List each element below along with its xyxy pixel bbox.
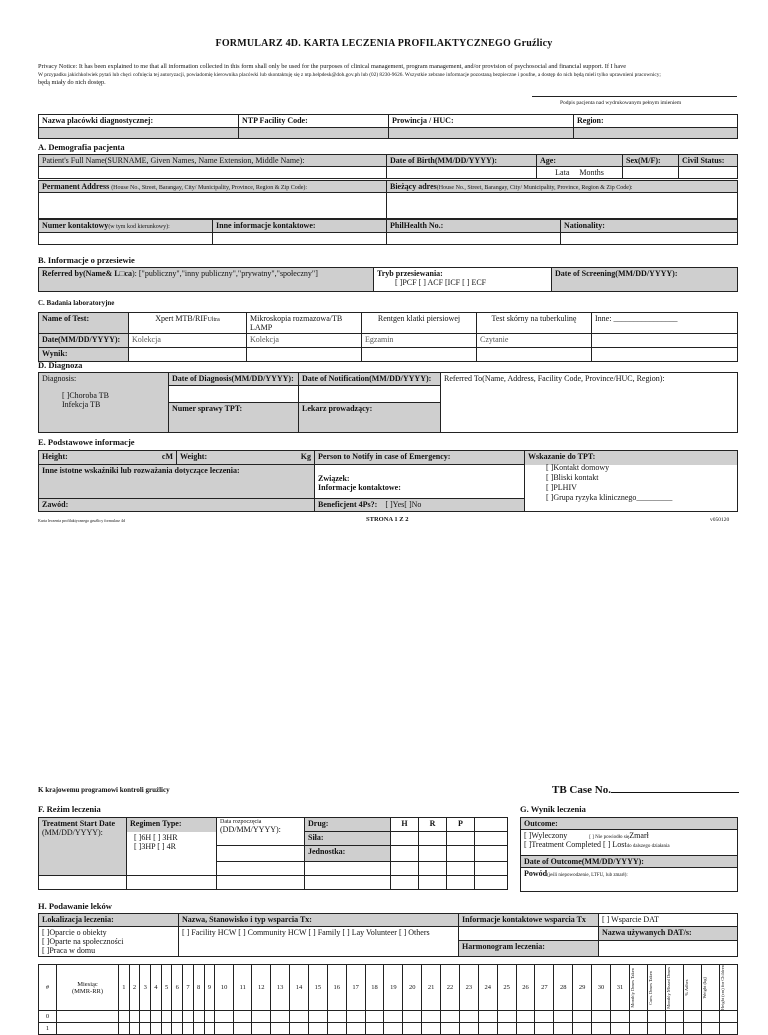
diagnosis-option-disease[interactable]: [ ]Choroba TB [62,391,109,400]
dose-cell[interactable] [610,1011,629,1023]
day-header-18: 18 [365,965,384,1011]
summary-header [684,965,702,1011]
microscopy-test[interactable]: Mikroskopia rozmazowa/TB LAMP [247,313,362,334]
day-header-4: 4 [151,965,162,1011]
start-date-field[interactable]: Data rozpoczęcia (DD/MM/YYYY): [217,818,305,846]
diagnosis-option-infection[interactable]: Infekcja TB [62,400,101,409]
regimen-type-label: Regimen Type: [127,818,217,832]
treatment-start-field[interactable]: Treatment Start Date (MM/DD/YYYY): [39,818,127,876]
privacy-line-1: Privacy Notice: It has been explained to me that all information collected in this form shall only be used for the purposes of clinical management, program management, and/or provision of psychosocial and financial support. If I have [38,63,627,70]
section-a-title: A. Demografia pacjenta [38,142,125,152]
screening-mode-field[interactable]: Tryb przesiewania: [ ]PCF [ ] ACF [ICF [ ] ECF [374,268,552,292]
philhealth-field[interactable]: PhilHealth No.: [387,220,561,233]
dose-cell[interactable] [497,1011,516,1023]
day-header-26: 26 [516,965,535,1011]
permanent-address-field[interactable]: Permanent Address (House No., Street, Barangay, City/ Municipality, Province, Region & Zip Code): [39,181,387,193]
summary-header-label: Height (cm) for Children [720,965,725,1011]
outcome-completed[interactable]: [ ]Treatment Completed [ ] Lost [524,840,627,849]
tb-case-number[interactable]: TB Case No. [552,784,739,796]
dose-cell[interactable] [459,1023,478,1035]
dose-cell[interactable] [365,1011,384,1023]
summary-cell[interactable] [648,1011,666,1023]
summary-header-label: Monthly Doses Taken [630,967,635,1008]
demographics-table [38,154,738,179]
province-field[interactable]: Prowincja / HUC: [389,115,574,128]
dose-cell[interactable] [459,1011,478,1023]
summary-cell[interactable] [666,1011,684,1023]
diagnosis-table [38,372,738,433]
dose-cell[interactable] [308,1023,327,1035]
summary-cell[interactable] [684,1023,702,1035]
dose-cell[interactable] [422,1011,441,1023]
national-program-label: K krajowemu programowi kontroli gruźlicy [38,786,170,794]
administration-table [38,913,738,957]
strength-label: Siła: [305,832,391,846]
outcome-label: Outcome: [521,818,738,830]
dose-cell[interactable] [183,1011,194,1023]
dose-cell[interactable] [478,1023,497,1035]
summary-header [702,965,720,1011]
day-header-20: 20 [403,965,422,1011]
outcome-date-field[interactable]: Date of Outcome(MM/DD/YYYY): [521,856,738,868]
facility-name-field[interactable]: Nazwa placówki diagnostycznej: [39,115,239,128]
xpert-test[interactable]: Xpert MTB/RIFUltra [129,313,247,334]
dose-cell[interactable] [573,1023,592,1035]
day-header-5: 5 [161,965,172,1011]
tpt-indication-options [525,462,738,512]
dose-cell[interactable] [573,1011,592,1023]
dose-cell[interactable] [346,1011,365,1023]
dose-cell[interactable] [119,1023,130,1035]
diagnosis-field[interactable]: Diagnosis: [ ]Choroba TB Infekcja TB [39,373,169,433]
day-header-12: 12 [252,965,271,1011]
summary-header-label: Cum. Doses Taken [648,970,653,1005]
other-test-field[interactable]: Inne: ________________ [592,313,738,334]
summary-header [630,965,648,1011]
summary-cell[interactable] [702,1023,720,1035]
dose-cell[interactable] [516,1011,535,1023]
dose-cell[interactable] [161,1011,172,1023]
unit-label: Jednostka: [305,846,391,862]
day-header-16: 16 [327,965,346,1011]
footer-page-number: STRONA 1 Z 2 [366,516,409,523]
regimen-options[interactable]: [ ]6H [ ] 3HR [ ]3HP [ ] 4R [127,832,217,876]
dose-cell[interactable] [271,1023,290,1035]
drug-r: R [419,818,447,832]
dose-cell[interactable] [610,1023,629,1035]
day-header-28: 28 [554,965,573,1011]
day-header-3: 3 [140,965,151,1011]
day-header-21: 21 [422,965,441,1011]
treatment-schedule-field[interactable]: Harmonogram leczenia: [459,941,599,957]
month-cell[interactable] [57,1023,119,1035]
facility-table [38,114,738,139]
row-number-header: # [39,965,57,1011]
day-header-2: 2 [129,965,140,1011]
day-header-8: 8 [193,965,204,1011]
other-result[interactable] [592,348,738,362]
dat-name-field[interactable]: Nazwa używanych DAT/s: [599,927,738,941]
row-number: 0 [39,1011,57,1023]
dose-cell[interactable] [252,1011,271,1023]
summary-cell[interactable] [702,1011,720,1023]
month-header: Miesiąc (MMR-RR) [57,965,119,1011]
dose-cell[interactable] [215,1011,234,1023]
day-header-25: 25 [497,965,516,1011]
dose-cell[interactable] [478,1011,497,1023]
dose-cell[interactable] [308,1011,327,1023]
dob-field[interactable]: Date of Birth(MM/DD/YYYY): [387,155,537,167]
drug-p: P [447,818,475,832]
dose-cell[interactable] [365,1023,384,1035]
day-header-29: 29 [573,965,592,1011]
dose-cell[interactable] [516,1023,535,1035]
dose-cell[interactable] [290,1023,309,1035]
indication-plhiv[interactable]: [ ]PLHIV [546,482,577,492]
day-header-24: 24 [478,965,497,1011]
summary-cell[interactable] [630,1011,648,1023]
location-community[interactable]: [ ]Oparte na społeczności [42,937,124,946]
day-header-22: 22 [441,965,460,1011]
dat-support-option[interactable]: [ ] Wsparcie DAT [599,914,738,927]
sex-field[interactable]: Sex(M/F): [623,155,679,167]
dose-cell[interactable] [554,1011,573,1023]
dose-cell[interactable] [290,1011,309,1023]
dose-cell[interactable] [535,1023,554,1035]
section-c-title: C. Badania laboratoryjne [38,299,115,307]
weight-field[interactable]: Weight: Kg [177,451,315,465]
dose-cell[interactable] [172,1011,183,1023]
dose-cell[interactable] [215,1023,234,1035]
outcome-cured[interactable]: [ ]Wyleczony [524,831,568,840]
dose-cell[interactable] [234,1011,252,1023]
referred-to-field[interactable]: Referred To(Name, Address, Facility Code, Province/HUC, Region): [441,373,738,433]
emergency-contact-field[interactable]: Person to Notify in case of Emergency: [315,451,525,465]
dose-cell[interactable] [129,1011,140,1023]
summary-cell[interactable] [648,1023,666,1035]
dose-cell[interactable] [497,1023,516,1035]
xpert-result[interactable] [129,348,247,362]
regimen-table [38,817,508,890]
day-header-13: 13 [271,965,290,1011]
dose-cell[interactable] [327,1023,346,1035]
dose-cell[interactable] [535,1011,554,1023]
dose-cell[interactable] [346,1023,365,1035]
tst-test[interactable]: Test skórny na tuberkulinę [477,313,592,334]
dose-cell[interactable] [161,1023,172,1035]
summary-cell[interactable] [720,1011,738,1023]
outcome-died[interactable]: Zmarł [629,831,649,840]
dose-cell[interactable] [384,1023,403,1035]
section-d-title: D. Diagnoza [38,360,83,370]
dose-cell[interactable] [204,1023,215,1035]
tst-result[interactable] [477,348,592,362]
dose-cell[interactable] [554,1023,573,1035]
dose-cell[interactable] [403,1023,422,1035]
support-type-options[interactable]: [ ] Facility HCW [ ] Community HCW [ ] Family [ ] Lay Volunteer [ ] Others [179,927,459,957]
signature-line[interactable] [532,96,737,97]
dose-cell[interactable] [252,1023,271,1035]
section-b-title: B. Informacje o przesiewie [38,255,135,265]
day-header-23: 23 [459,965,478,1011]
age-field[interactable]: Age: [537,155,623,167]
outcome-reason-field[interactable]: Powód(jeśli niepowodzenie, LTFU, lub zmarł): [521,868,738,892]
dose-cell[interactable] [234,1023,252,1035]
full-name-field[interactable]: Patient's Full Name(SURNAME, Given Names, Name Extension, Middle Name): [39,155,387,167]
other-contact-field[interactable]: Inne informacje kontaktowe: [213,220,387,233]
dose-cell[interactable] [119,1011,130,1023]
dose-cell[interactable] [140,1023,151,1035]
dose-cell[interactable] [183,1023,194,1035]
xpert-date[interactable]: Kolekcja [129,334,247,348]
referred-by-field[interactable]: Referred by(Name& L□ca): ["publiczny","inny publiczny","prywatny","społeczny"] [39,268,374,292]
xray-test[interactable]: Rentgen klatki piersiowej [362,313,477,334]
lab-table [38,312,738,362]
dose-cell[interactable] [204,1011,215,1023]
dose-cell[interactable] [193,1023,204,1035]
day-header-27: 27 [535,965,554,1011]
section-e-title: E. Podstawowe informacje [38,437,135,447]
dose-cell[interactable] [441,1011,460,1023]
summary-cell[interactable] [684,1011,702,1023]
drug-h: H [391,818,419,832]
privacy-line-3: będą miały do nich dostęp. [38,79,106,86]
summary-cell[interactable] [666,1023,684,1035]
test-date-label: Date(MM/DD/YYYY): [39,334,129,348]
day-header-14: 14 [290,965,309,1011]
day-header-15: 15 [308,965,327,1011]
summary-header [720,965,738,1011]
support-label: Nazwa, Stanowisko i typ wsparcia Tx: [179,914,459,927]
xray-result[interactable] [362,348,477,362]
day-header-31: 31 [610,965,629,1011]
years-label: Lata [555,168,570,177]
privacy-line-2: W przypadku jakichkolwiek pytań lub chęci cofnięcia tej autoryzacji, powiadomię kierownika placówki lub skontaktuję się z ntp.helpdesk@doh.gov.ph lub (02) 8230-9626. Wszystkie zebrane informacje pozostaną bezpieczne i poufne, a dostęp do nich będą mieli tylko uprawnieni pracownicy; [38,72,661,78]
drug-label: Drug: [305,818,391,832]
dose-cell[interactable] [422,1023,441,1035]
region-field[interactable]: Region: [574,115,738,128]
current-address-field[interactable]: Bieżący adres(House No., Street, Barangay, City/ Municipality, Province, Region & Zip Code): [387,181,738,193]
relation-contact-field[interactable]: Związek: Informacje kontaktowe: [315,465,525,499]
section-g-title: G. Wynik leczenia [520,804,586,814]
summary-header-label: % Adher. [684,979,689,996]
dose-cell[interactable] [140,1011,151,1023]
dose-cell[interactable] [172,1023,183,1035]
treatment-location-options[interactable] [39,927,179,957]
dose-cell[interactable] [193,1011,204,1023]
indication-clinical-risk[interactable]: [ ]Grupa ryzyka klinicznego_________ [546,492,673,502]
form-title: FORMULARZ 4D. KARTA LECZENIA PROFILAKTYCZNEGO Gruźlicy [215,38,553,49]
contact-number-field[interactable]: Numer kontaktowy(w tym kod kierunkowy): [39,220,213,233]
summary-cell[interactable] [720,1023,738,1035]
day-header-30: 30 [592,965,611,1011]
dose-cell[interactable] [151,1023,162,1035]
row-number: 1 [39,1023,57,1035]
support-contact-field[interactable]: Informacje kontaktowe wsparcia Tx [459,914,599,927]
civil-status-field[interactable]: Civil Status: [679,155,738,167]
height-field[interactable]: Height: cM [39,451,177,465]
dose-cell[interactable] [384,1011,403,1023]
other-indications-field[interactable]: Inne istotne wskaźniki lub rozważania dotyczące leczenia: [39,465,315,499]
result-label: Wynik: [39,348,129,362]
dose-cell[interactable] [129,1023,140,1035]
day-header-17: 17 [346,965,365,1011]
day-header-19: 19 [384,965,403,1011]
treatment-location-label: Lokalizacja leczenia: [39,914,179,927]
section-f-title: F. Reżim leczenia [38,804,101,814]
privacy-notice [38,63,738,87]
beneficiary-field[interactable]: Beneficjent 4Ps?: [ ]Yes[ ]No [315,499,525,512]
screening-table [38,267,738,292]
dose-cell[interactable] [592,1011,611,1023]
section-h-title: H. Podawanie leków [38,901,112,911]
dose-cell[interactable] [327,1011,346,1023]
tst-date[interactable]: Czytanie [477,334,592,348]
dose-grid [38,964,738,1035]
day-header-1: 1 [119,965,130,1011]
summary-header [666,965,684,1011]
tpt-indication-label: Wskazanie do TPT: [525,451,738,465]
dose-cell[interactable] [271,1011,290,1023]
outcome-table [520,817,738,892]
footer-form-name: Karta leczenia profilaktycznego gruźlicy formularz 4d [38,518,125,523]
summary-cell[interactable] [630,1023,648,1035]
contact-table [38,219,738,245]
microscopy-result[interactable] [247,348,362,362]
dose-cell[interactable] [403,1011,422,1023]
diagnosis-date-field[interactable]: Date of Diagnosis(MM/DD/YYYY): [169,373,299,386]
xray-date[interactable]: Egzamin [362,334,477,348]
dose-cell[interactable] [441,1023,460,1035]
indication-close-contact[interactable]: [ ]Bliski kontakt [546,472,599,482]
address-table [38,180,738,219]
day-header-7: 7 [183,965,194,1011]
months-label: Months [579,168,604,177]
microscopy-date[interactable]: Kolekcja [247,334,362,348]
screening-date-field[interactable]: Date of Screening(MM/DD/YYYY): [552,268,738,292]
outcome-failed[interactable]: [ ] Nie powiodło się [589,835,630,840]
basic-info-table [38,450,738,512]
dose-cell[interactable] [592,1023,611,1035]
signature-label: Podpis pacjenta nad wydrukowanym pełnym imieniem [560,100,682,106]
indication-household[interactable]: [ ]Kontakt domowy [546,462,610,472]
dose-cell[interactable] [151,1011,162,1023]
ntp-code-field[interactable]: NTP Facility Code: [239,115,389,128]
nationality-field[interactable]: Nationality: [561,220,738,233]
day-header-11: 11 [234,965,252,1011]
day-header-6: 6 [172,965,183,1011]
summary-header-label: Weight (kg) [702,976,707,999]
occupation-field[interactable]: Zawód: [39,499,315,512]
summary-header [648,965,666,1011]
tpt-case-number-field[interactable]: Numer sprawy TPT: [169,403,299,433]
day-header-10: 10 [215,965,234,1011]
month-cell[interactable] [57,1011,119,1023]
location-home[interactable]: [ ]Praca w domu [42,946,96,955]
summary-header-label: Monthly Missed Doses [666,966,671,1009]
physician-field[interactable]: Lekarz prowadzący: [299,403,441,433]
footer-version: v050120 [710,517,730,523]
test-name-label: Name of Test: [39,313,129,334]
notification-date-field[interactable]: Date of Notification(MM/DD/YYYY): [299,373,441,386]
outcome-options[interactable]: [ ]Wyleczony [ ] Nie powiodło sięZmarł [ ]Treatment Completed [ ] Lostdo dalszego działania [521,830,738,856]
location-facility[interactable]: [ ]Oparcie o obiekty [42,928,107,937]
day-header-9: 9 [204,965,215,1011]
